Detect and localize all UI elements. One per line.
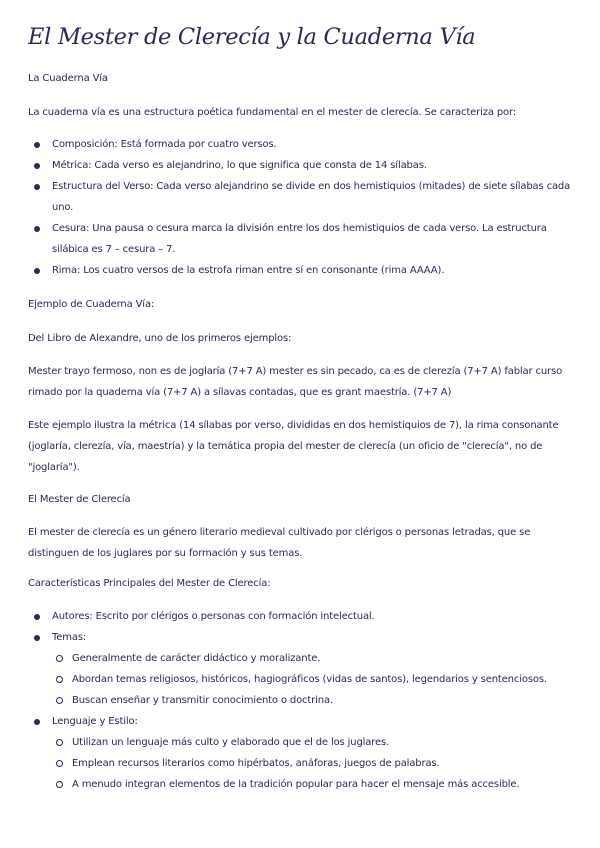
list-item: Cesura: Una pausa o cesura marca la división entre los dos hemistiquios de cada verso. La estructura silábica es 7 – cesura – 7. [28, 218, 572, 260]
style-sublist [52, 732, 572, 795]
section-heading-mester: El Mester de Clerecía [28, 494, 131, 505]
page-title: El Mester de Clerecía y la Cuaderna Vía [28, 24, 476, 50]
list-item: Autores: Escrito por clérigos o personas con formación intelectual. [28, 606, 572, 627]
list-item-themes [28, 627, 572, 711]
section-heading-cuaderna: La Cuaderna Vía [28, 73, 108, 84]
example-verse: Mester trayo fermoso, non es de joglaría (7+7 A) mester es sin pecado, ca es de clerezía (7+7 A) fablar curso rimado por la quaderna vía (7+7 A) a sílavas contadas, que es grant maestría. (7+7 A) [28, 366, 563, 398]
characteristics-list [28, 606, 572, 795]
themes-sublist [52, 648, 572, 711]
characteristics-heading: Características Principales del Mester de Clerecía: [28, 578, 271, 589]
themes-label: Temas: [52, 632, 87, 643]
list-item: Rima: Los cuatro versos de la estrofa riman entre sí en consonante (rima AAAA). [28, 260, 572, 281]
list-item: Composición: Está formada por cuatro versos. [28, 134, 572, 155]
mester-intro: El mester de clerecía es un género literario medieval cultivado por clérigos o personas letradas, que se distinguen de los juglares por su formación y sus temas. [28, 527, 531, 559]
example-source: Del Libro de Alexandre, uno de los primeros ejemplos: [28, 333, 292, 344]
sub-list-item: A menudo integran elementos de la tradición popular para hacer el mensaje más accesible. [54, 774, 552, 795]
list-item: Estructura del Verso: Cada verso alejandrino se divide en dos hemistiquios (mitades) de siete sílabas cada uno. [28, 176, 572, 218]
sub-list-item: Abordan temas religiosos, históricos, hagiográficos (vidas de santos), legendarios y sentenciosos. [54, 669, 552, 690]
sub-list-item: Emplean recursos literarios como hipérbatos, anáforas, juegos de palabras. [54, 753, 552, 774]
example-heading: Ejemplo de Cuaderna Vía: [28, 299, 155, 310]
list-item-style [28, 711, 572, 795]
list-item: Métrica: Cada verso es alejandrino, lo que significa que consta de 14 sílabas. [28, 155, 572, 176]
sub-list-item: Generalmente de carácter didáctico y moralizante. [54, 648, 552, 669]
example-analysis: Este ejemplo ilustra la métrica (14 sílabas por verso, divididas en dos hemistiquios de 7), la rima consonante (joglaría, clerezía, vía, maestría) y la temática propia del mester de clerecía (un oficio de "clerecía", no de "joglaría"). [28, 420, 559, 473]
sub-list-item: Buscan enseñar y transmitir conocimiento o doctrina. [54, 690, 552, 711]
cuaderna-feature-list [28, 134, 572, 281]
cuaderna-intro: La cuaderna vía es una estructura poética fundamental en el mester de clerecía. Se caracteriza por: [28, 107, 517, 118]
sub-list-item: Utilizan un lenguaje más culto y elaborado que el de los juglares. [54, 732, 552, 753]
style-label: Lenguaje y Estilo: [52, 716, 138, 727]
